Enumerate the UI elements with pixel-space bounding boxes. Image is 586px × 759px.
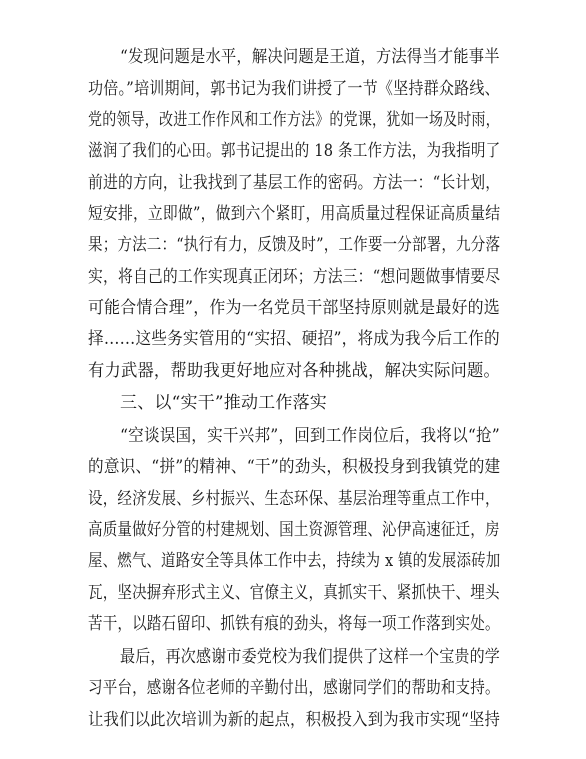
paragraph-1-line-9: 可能合情合理”，作为一名党员干部坚持原则就是最好的选 [88,298,500,318]
paragraph-2-line-2: 的意识、“拼”的精神、“干”的劲头，积极投身到我镇党的建 [88,457,501,477]
paragraph-1-line-8: 实，将自己的工作实现真正闭环；方法三：“想问题做事情要尽 [88,267,501,287]
paragraph-2-line-3: 设，经济发展、乡村振兴、生态环保、基层治理等重点工作中， [88,489,500,509]
paragraph-1-line-6: 短安排，立即做”，做到六个紧盯，用高质量过程保证高质量结 [88,204,501,224]
paragraph-2-line-6: 瓦，坚决摒弃形式主义、官僚主义，真抓实干、紧抓快干、埋头 [88,583,500,603]
paragraph-1-line-3: 党的领导，改进工作作风和工作方法》的党课，犹如一场及时雨， [88,110,500,130]
paragraph-3-line-1: 最后，再次感谢市委党校为我们提供了这样一个宝贵的学 [120,647,500,667]
paragraph-2-line-1: “空谈误国，实干兴邦”，回到工作岗位后，我将以“抢” [120,426,500,446]
paragraph-2-line-5: 屋、燃气、道路安全等具体工作中去，持续为 x 镇的发展添砖加 [88,551,501,571]
paragraph-1-line-7: 果；方法二：“执行有力，反馈及时”，工作要一分部署，九分落 [88,235,501,255]
paragraph-2-line-4: 高质量做好分管的村建规划、国土资源管理、沁伊高速征迁，房 [88,520,500,540]
paragraph-1-line-2: 功倍。”培训期间，郭书记为我们讲授了一节《坚持群众路线、 [88,79,500,99]
paragraph-1-line-1: “发现问题是水平，解决问题是王道，方法得当才能事半 [120,47,500,67]
paragraph-1-line-11: 有力武器，帮助我更好地应对各种挑战，解决实际问题。 [88,361,500,381]
section-heading: 三、以“实干”推动工作落实 [120,393,327,413]
paragraph-1-line-5: 前进的方向，让我找到了基层工作的密码。方法一：“长计划， [88,173,501,193]
paragraph-2-line-7: 苦干，以踏石留印、抓铁有痕的劲头，将每一项工作落到实处。 [88,614,500,634]
paragraph-3-line-2: 习平台，感谢各位老师的辛勤付出，感谢同学们的帮助和支持。 [88,678,500,698]
paragraph-1-line-10: 择……这些务实管用的“实招、硬招”，将成为我今后工作的 [88,329,500,349]
paragraph-1-line-4: 滋润了我们的心田。郭书记提出的 18 条工作方法，为我指明了 [88,141,501,161]
paragraph-3-line-3: 让我们以此次培训为新的起点，积极投入到为我市实现“坚持 [88,710,501,730]
